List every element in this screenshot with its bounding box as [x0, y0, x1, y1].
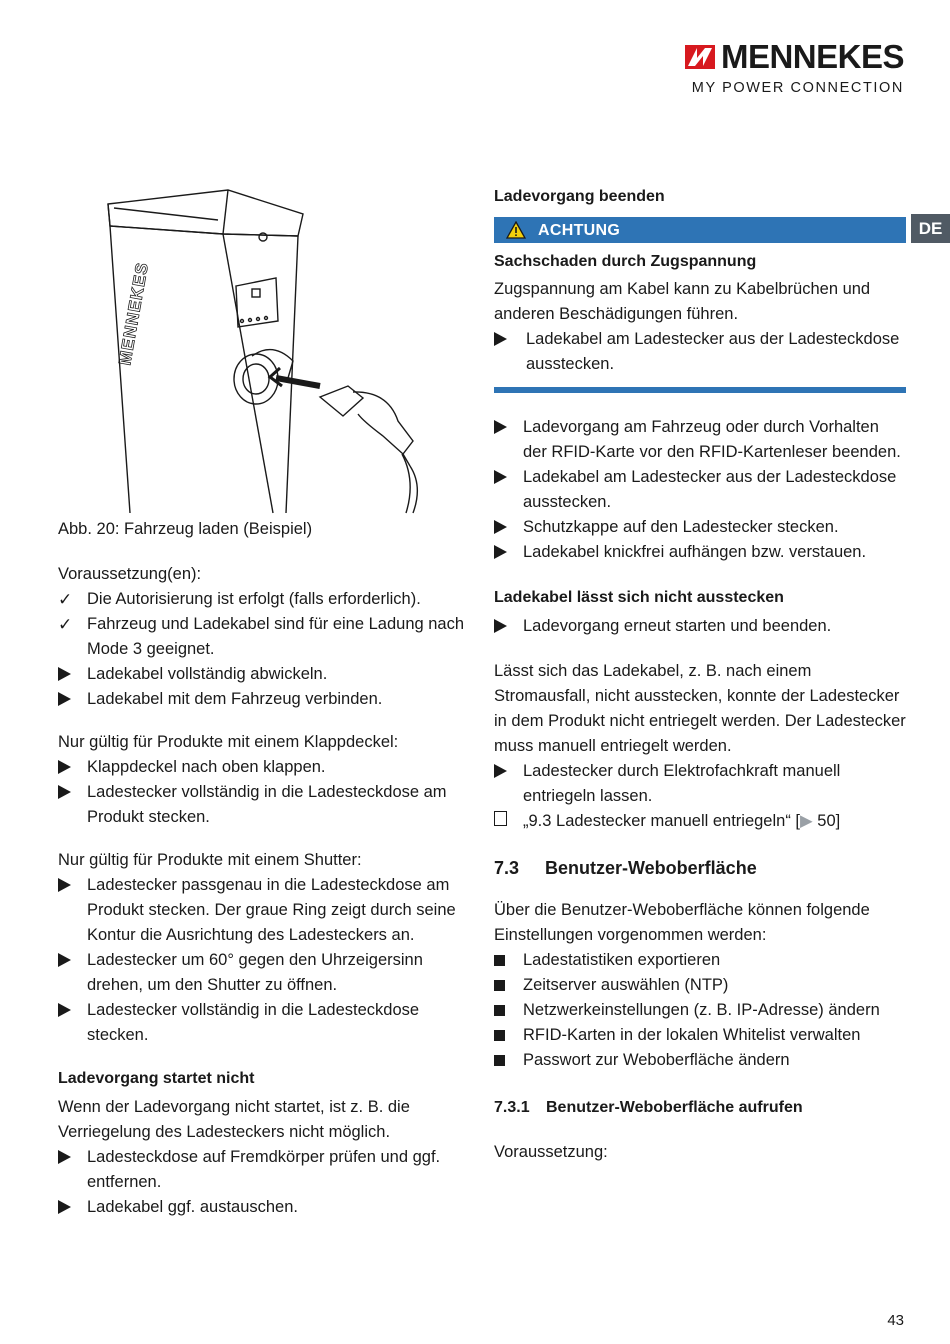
- triangle-bullet-icon: [494, 327, 514, 354]
- warning-bar: [494, 217, 906, 243]
- mennekes-logo-icon: [685, 42, 715, 72]
- step-item: Ladestecker passgenau in die Ladesteckdose am Produkt stecken. Der graue Ring zeigt durch seine Kontur die Ausrichtung des Ladesteckers an.: [58, 873, 473, 948]
- step-item: Klappdeckel nach oben klappen.: [58, 755, 473, 780]
- warning-text: Zugspannung am Kabel kann zu Kabelbrüchen und anderen Beschädigungen führen.: [494, 280, 871, 323]
- triangle-bullet-icon: [58, 873, 78, 900]
- triangle-bullet-icon: [58, 998, 78, 1025]
- flap-label: Nur gültig für Produkte mit einem Klappdeckel:: [58, 733, 399, 751]
- unplug-heading: Ladekabel lässt sich nicht ausstecken: [494, 589, 784, 606]
- triangle-bullet-icon: [494, 415, 514, 442]
- list-item: Netzwerkeinstellungen (z. B. IP-Adresse) ändern: [494, 998, 906, 1023]
- step-item: Ladevorgang erneut starten und beenden.: [494, 614, 906, 639]
- step-item: Ladekabel vollständig abwickeln.: [58, 662, 473, 687]
- triangle-bullet-icon: [58, 1145, 78, 1172]
- triangle-bullet-icon: [58, 948, 78, 975]
- brand-logo: [674, 40, 904, 96]
- step-item: Ladekabel mit dem Fahrzeug verbinden.: [58, 687, 473, 712]
- document-reference-icon: [494, 809, 514, 834]
- page-number: 43: [887, 1312, 904, 1329]
- section-text: Über die Benutzer-Weboberfläche können folgende Einstellungen vorgenommen werden:: [494, 901, 870, 944]
- triangle-bullet-icon: [494, 540, 514, 567]
- square-bullet-icon: [494, 998, 514, 1024]
- preconditions-label: Voraussetzung(en):: [58, 565, 202, 583]
- step-item: Ladestecker vollständig in die Ladesteckdose am Produkt stecken.: [58, 780, 473, 830]
- step-item: Ladekabel am Ladestecker aus der Ladesteckdose ausstecken.: [494, 465, 906, 515]
- brand-name: MENNEKES: [720, 38, 904, 75]
- checkmark-icon: ✓: [58, 590, 73, 609]
- brand-tagline: MY POWER CONNECTION: [691, 80, 904, 96]
- step-item: Ladekabel knickfrei aufhängen bzw. verstauen.: [494, 540, 906, 565]
- step-item: Ladestecker vollständig in die Ladesteckdose stecken.: [58, 998, 473, 1048]
- check-item: ✓ Die Autorisierung ist erfolgt (falls erforderlich).: [58, 587, 473, 612]
- subsection-heading: 7.3.1 Benutzer-Weboberfläche aufrufen: [494, 1099, 803, 1116]
- unplug-text: Lässt sich das Ladekabel, z. B. nach einem Stromausfall, nicht ausstecken, konnte der Ladestecker in dem Produkt nicht entriegelt werden. Der Ladestecker muss manuell entriegelt werden.: [494, 662, 906, 755]
- list-item: Passwort zur Weboberfläche ändern: [494, 1048, 906, 1073]
- step-item: Ladevorgang am Fahrzeug oder durch Vorhalten der RFID-Karte vor den RFID-Kartenleser beenden.: [494, 415, 906, 465]
- warning-icon: [506, 221, 526, 239]
- list-item: Ladestatistiken exportieren: [494, 948, 906, 973]
- left-column: [58, 184, 473, 1220]
- step-item: Schutzkappe auf den Ladestecker stecken.: [494, 515, 906, 540]
- list-item: RFID-Karten in der lokalen Whitelist verwalten: [494, 1023, 906, 1048]
- warning-label: ACHTUNG: [538, 221, 621, 239]
- triangle-bullet-icon: [494, 759, 514, 786]
- checkmark-icon: ✓: [58, 615, 73, 634]
- triangle-bullet-icon: [58, 755, 78, 782]
- check-item: ✓ Fahrzeug und Ladekabel sind für eine Ladung nach Mode 3 geeignet.: [58, 612, 473, 662]
- page-pointer-icon: ▶: [800, 812, 813, 830]
- step-item: Ladekabel ggf. austauschen.: [58, 1195, 473, 1220]
- triangle-bullet-icon: [494, 614, 514, 641]
- not-start-heading: Ladevorgang startet nicht: [58, 1070, 255, 1087]
- square-bullet-icon: [494, 1048, 514, 1074]
- not-start-text: Wenn der Ladevorgang nicht startet, ist z. B. die Verriegelung des Ladesteckers nicht möglich.: [58, 1098, 410, 1141]
- warning-title: Sachschaden durch Zugspannung: [494, 253, 757, 270]
- language-tab[interactable]: DE: [911, 214, 950, 243]
- step-item: Ladestecker um 60° gegen den Uhrzeigersinn drehen, um den Shutter zu öffnen.: [58, 948, 473, 998]
- triangle-bullet-icon: [494, 465, 514, 492]
- section-heading: 7.3 Benutzer-Weboberfläche: [494, 858, 757, 878]
- triangle-bullet-icon: [494, 515, 514, 542]
- square-bullet-icon: [494, 1023, 514, 1049]
- square-bullet-icon: [494, 973, 514, 999]
- end-heading: Ladevorgang beenden: [494, 188, 665, 205]
- triangle-bullet-icon: [58, 1195, 78, 1222]
- pillar-brand-label: MENNEKES: [115, 260, 153, 367]
- square-bullet-icon: [494, 948, 514, 974]
- list-item: Zeitserver auswählen (NTP): [494, 973, 906, 998]
- triangle-bullet-icon: [58, 687, 78, 714]
- shutter-label: Nur gültig für Produkte mit einem Shutter:: [58, 851, 362, 869]
- warning-step: Ladekabel am Ladestecker aus der Ladesteckdose ausstecken.: [494, 327, 906, 377]
- figure-caption: Abb. 20: Fahrzeug laden (Beispiel): [58, 520, 313, 538]
- triangle-bullet-icon: [58, 780, 78, 807]
- triangle-bullet-icon: [58, 662, 78, 689]
- step-item: Ladestecker durch Elektrofachkraft manuell entriegeln lassen.: [494, 759, 906, 809]
- step-item: Ladesteckdose auf Fremdkörper prüfen und ggf. entfernen.: [58, 1145, 473, 1195]
- cross-reference[interactable]: „9.3 Ladestecker manuell entriegeln“ [▶ 50]: [494, 809, 906, 834]
- right-column: [494, 184, 906, 1165]
- precondition-label: Voraussetzung:: [494, 1143, 608, 1161]
